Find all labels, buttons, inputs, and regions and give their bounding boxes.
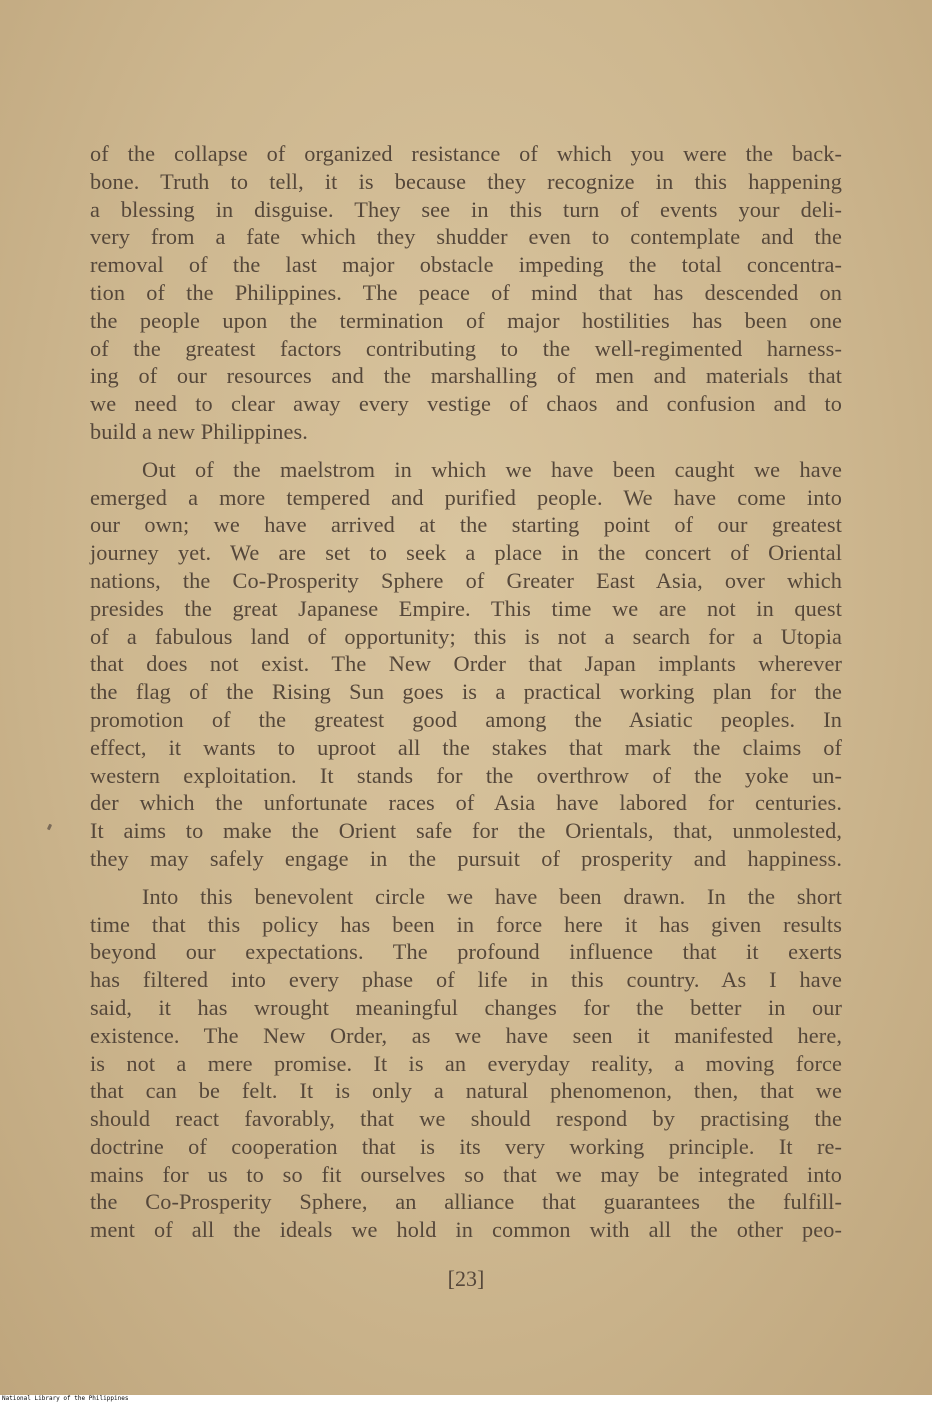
text-line: journey yet. We are set to seek a place in the concert of Oriental (90, 540, 842, 566)
text-line: they may safely engage in the pursuit of prosperity and happiness. (90, 845, 842, 871)
text-line: very from a fate which they shudder even to contemplate and the (90, 224, 842, 250)
text-line: we need to clear away every vestige of chaos and confusion and to (90, 391, 842, 417)
text-line: removal of the last major obstacle impeding the total concentra- (90, 252, 842, 278)
text-line: bone. Truth to tell, it is because they recognize in this happening (90, 168, 842, 194)
text-line: der which the unfortunate races of Asia have labored for centuries. (90, 790, 842, 816)
paragraph (90, 883, 842, 1244)
text-line: should react favorably, that we should respond by practising the (90, 1106, 842, 1132)
text-line: ing of our resources and the marshalling of men and materials that (90, 363, 842, 389)
text-line: a blessing in disguise. They see in this turn of events your deli- (90, 196, 842, 222)
text-line: is not a mere promise. It is an everyday reality, a moving force (90, 1050, 842, 1076)
text-line: that can be felt. It is only a natural phenomenon, then, that we (90, 1078, 842, 1104)
text-line: emerged a more tempered and purified people. We have come into (90, 484, 842, 510)
text-line: said, it has wrought meaningful changes for the better in our (90, 994, 842, 1020)
text-line: our own; we have arrived at the starting point of our greatest (90, 512, 842, 538)
text-line: the Co-Prosperity Sphere, an alliance that guarantees the fulfill- (90, 1189, 842, 1215)
page-number: [23] (447, 1266, 485, 1291)
text-line: the flag of the Rising Sun goes is a practical working plan for the (90, 679, 842, 705)
text-line: western exploitation. It stands for the overthrow of the yoke un- (90, 762, 842, 788)
text-line: ment of all the ideals we hold in common with all the other peo- (90, 1217, 842, 1243)
text-line: doctrine of cooperation that is its very working principle. It re- (90, 1133, 842, 1159)
text-line: promotion of the greatest good among the Asiatic peoples. In (90, 706, 842, 732)
text-line: mains for us to so fit ourselves so that we may be integrated into (90, 1161, 842, 1187)
paragraph (90, 140, 842, 446)
text-line: existence. The New Order, as we have seen it manifested here, (90, 1022, 842, 1048)
text-line: effect, it wants to uproot all the stakes that mark the claims of (90, 734, 842, 760)
text-line: time that this policy has been in force here it has given results (90, 911, 842, 937)
text-line: the people upon the termination of major hostilities has been one (90, 307, 842, 333)
page-speck (47, 824, 52, 831)
text-line: of the collapse of organized resistance of which you were the back- (90, 141, 842, 166)
text-line: presides the great Japanese Empire. This time we are not in quest (90, 595, 842, 621)
paragraph (90, 456, 842, 873)
text-line: of the greatest factors contributing to the well-regimented harness- (90, 335, 842, 361)
text-line: beyond our expectations. The profound influence that it exerts (90, 939, 842, 965)
text-line: build a new Philippines. (90, 418, 308, 444)
text-line: that does not exist. The New Order that Japan implants wherever (90, 651, 842, 677)
text-line: nations, the Co-Prosperity Sphere of Greater East Asia, over which (90, 567, 842, 593)
text-line: Out of the maelstrom in which we have been caught we have (142, 456, 842, 482)
text-line: Into this benevolent circle we have been drawn. In the short (142, 883, 842, 909)
text-line: It aims to make the Orient safe for the Orientals, that, unmolested, (90, 818, 842, 844)
text-line: of a fabulous land of opportunity; this is not a search for a Utopia (90, 623, 842, 649)
footer-strip (0, 1395, 932, 1403)
text-line: tion of the Philippines. The peace of mind that has descended on (90, 279, 842, 305)
footer-credit: National Library of the Philippines (2, 1395, 129, 1402)
text-line: has filtered into every phase of life in this country. As I have (90, 967, 842, 993)
body-text (90, 140, 842, 1254)
